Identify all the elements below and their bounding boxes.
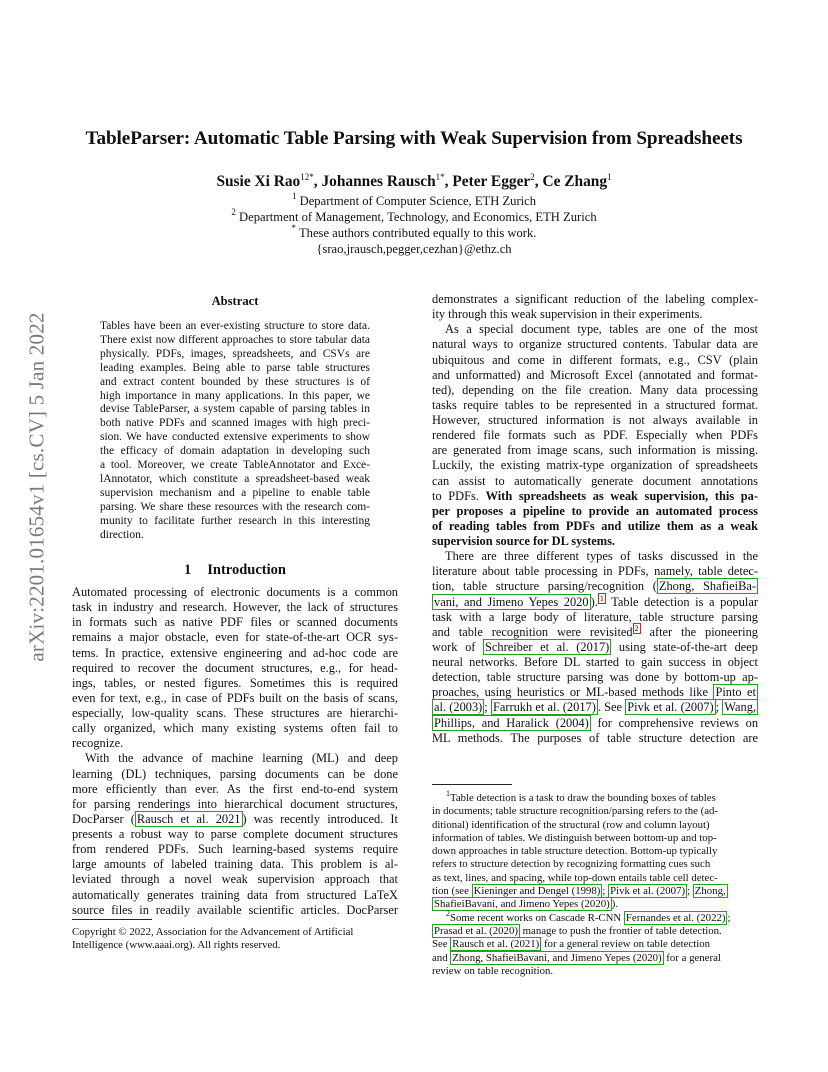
copyright-line: Intelligence (www.aaai.org). All rights reserved.: [72, 939, 281, 952]
paper-title: TableParser: Automatic Table Parsing with Weak Supervision from Spreadsheets: [85, 128, 743, 149]
footnote-line: [432, 925, 758, 938]
citation-link[interactable]: Wang,: [724, 700, 756, 715]
citation-link[interactable]: Rausch et al. (2021): [452, 938, 540, 951]
text-line: presents a robust way to parse complete document structures: [72, 827, 398, 841]
text-line: task with a large body of literature, table structure parsing: [432, 609, 758, 624]
text-line: However, structured information is not always available in: [432, 413, 758, 427]
author-affiliation-marker: 1: [607, 172, 612, 182]
author-name: Susie Xi Rao: [216, 173, 301, 190]
citation-link[interactable]: Pivk et al. (2007): [610, 885, 686, 898]
text-line: learning (DL) techniques, parsing documents can be done: [72, 766, 398, 781]
text-line: [432, 640, 758, 655]
text-span: and table recognition were revisited: [432, 624, 633, 639]
text-line: leviated through a novel weak supervision approach that: [72, 872, 398, 887]
footnote-rule: [432, 784, 512, 785]
citation-link[interactable]: Farrukh et al. (2017): [492, 700, 596, 715]
abstract-line: supervision mechanism and a pipeline to enable table: [100, 486, 370, 499]
text-line: more efficiently than ever. As the first end-to-end system: [72, 781, 398, 796]
arxiv-identifier: [15, 294, 59, 680]
footnote-line: down approaches in table structure detection. Bottom-up typically: [432, 845, 718, 858]
abstract-line: physically. PDFs, images, spreadsheets, and CSVs are: [100, 347, 370, 360]
text-span: manage to push the frontier of table detection.: [519, 924, 722, 937]
text-line: from rendered PDFs. Such learning-based systems require: [72, 842, 398, 857]
affiliation-text: Department of Management, Technology, and Economics, ETH Zurich: [239, 210, 597, 224]
text-span: for a general: [663, 951, 721, 964]
text-line: natural ways to organize structured contents. Tabular data are: [432, 337, 758, 352]
footnote-link[interactable]: 1: [599, 593, 604, 603]
text-line: ubiquitous and come in different formats, e.g., CSV (plain: [432, 352, 758, 367]
text-line: cally organized, which many existing systems often fail to: [72, 721, 398, 736]
author-name: Johannes Rausch: [321, 173, 436, 190]
text-span: . See: [597, 700, 626, 715]
author-affiliation-marker: 1*: [435, 172, 445, 182]
citation-link[interactable]: Zhong, ShafieiBavani, and Jimeno Yepes (2020): [452, 951, 662, 964]
footnote-line: [432, 885, 758, 898]
text-line: and unformatted) and Microsoft Excel (annotated and format-: [432, 367, 758, 382]
abstract-heading: Abstract: [211, 294, 259, 308]
text-line: Automated processing of electronic documents is a common: [72, 585, 398, 599]
text-span: using state-of-the-art deep: [611, 639, 758, 654]
text-span: tion, table structure parsing/recognition (: [432, 579, 657, 594]
text-span: Table detection is a task to draw the bounding boxes of tables: [450, 792, 716, 804]
text-span: ) was recently introduced. It: [242, 811, 398, 826]
text-line: [432, 625, 758, 640]
text-span: to PDFs.: [432, 488, 486, 503]
citation-link[interactable]: Schreiber et al. (2017): [485, 639, 610, 654]
text-line: ings, tables, or nested figures. Sometimes this is required: [72, 675, 398, 690]
footnote-line: refers to structure detection by recognizing formatting cues such: [432, 858, 711, 871]
abstract-line: munity to facilitate further research in this interesting: [100, 514, 370, 527]
text-span: after the pioneering: [640, 624, 758, 639]
author-name: Peter Egger: [452, 173, 531, 190]
text-line: [432, 700, 758, 715]
section-heading-introduction: [72, 562, 398, 579]
text-line: supervision source for DL systems.: [432, 534, 615, 548]
text-line: There are three different types of tasks discussed in the: [445, 549, 758, 564]
footnote-line: [432, 789, 758, 805]
text-line: [432, 579, 758, 594]
text-span: See: [432, 938, 451, 951]
text-span: and: [432, 951, 451, 964]
text-span: Some recent works on Cascade R-CNN: [450, 911, 624, 924]
text-span: proaches, using heuristics or ML-based methods like: [432, 685, 714, 700]
text-line: With the advance of machine learning (ML) and deep: [85, 751, 398, 766]
abstract-line: lAnnotator, which constitute a spreadsheet-based weak: [100, 472, 370, 485]
footnote-marker: 1: [446, 789, 450, 798]
abstract-line: sion. We have conducted extensive experiments to show: [100, 431, 370, 444]
footnote-line: as text, lines, and spacing, while top-down entails table cell detec-: [432, 871, 718, 884]
text-span: ).: [611, 898, 619, 911]
text-line: detection, table structure parsing was done by bottom-up ap-: [432, 670, 758, 685]
text-line: large amounts of labeled training data. This problem is al-: [72, 857, 398, 872]
text-line: ted), depending on the file creation. Many data processing: [432, 382, 758, 397]
citation-link[interactable]: ShafieiBavani, and Jimeno Yepes (2020): [434, 898, 610, 911]
text-line: Luckily, the existing matrix-type organization of spreadsheets: [432, 458, 758, 473]
text-line: ML methods. The purposes of table structure detection are: [432, 730, 758, 745]
text-line: for parsing renderings into hierarchical document structures,: [72, 796, 398, 811]
abstract-line: and extract content bounded by these structures is of: [100, 375, 370, 388]
text-line: even for text, e.g., in case of PDFs built on the basis of scans,: [72, 690, 398, 705]
affiliation-2: [0, 209, 828, 225]
bold-text: With spreadsheets as weak supervision, this pa-: [485, 488, 759, 503]
text-span: for a general review on table detection: [541, 938, 711, 951]
text-line: in formats such as native PDF files or scanned documents: [72, 615, 398, 630]
abstract-line: leading examples. Being able to parse table structures: [100, 361, 370, 374]
arxiv-identifier-text: arXiv:2201.01654v1 [cs.CV] 5 Jan 2022: [24, 312, 49, 662]
footnote-line: [432, 952, 758, 965]
equal-contribution-note: [0, 225, 828, 241]
citation-link[interactable]: Zhong, ShafieiBa-: [658, 579, 756, 594]
abstract-line: the efficacy of domain adaptation in developing such: [100, 445, 370, 458]
text-line: task in industry and research. However, the lack of structures: [72, 600, 398, 615]
text-line: are generated from image scans, such information is missing.: [432, 443, 758, 458]
section-number: 1: [184, 562, 192, 578]
text-line: remains a major obstacle, even for state-of-the-art OCR sys-: [72, 630, 398, 645]
text-line: can assist to automatically generate document annotations: [432, 473, 758, 488]
citation-link[interactable]: al. (2003): [434, 700, 483, 715]
footnote-line: [432, 908, 758, 925]
footnote-line: [432, 938, 758, 951]
abstract-line: both native PDFs and scanned images with high preci-: [100, 417, 370, 430]
text-line: As a special document type, tables are one of the most: [445, 322, 758, 337]
intro-left-column: [72, 585, 398, 918]
abstract-line: There exist now different approaches to store tabular data: [100, 333, 370, 346]
text-line: tems. In practice, extensive engineering and ad-hoc code are: [72, 645, 398, 660]
footnote-line: review on table recognition.: [432, 964, 554, 977]
footnote-line: [432, 898, 758, 911]
text-line: required to recover the document structures, e.g., for head-: [72, 660, 398, 675]
citation-link[interactable]: Pinto et: [715, 685, 756, 700]
text-line: of reading tables from PDFs and utilize them as a weak: [432, 518, 758, 533]
footnotes: [432, 789, 758, 978]
citation-link[interactable]: Zhong,: [694, 885, 726, 898]
author-emails: {srao,jrausch,pegger,cezhan}@ethz.ch: [316, 242, 512, 256]
footnote-rule: [72, 919, 152, 920]
note-marker: *: [291, 223, 297, 233]
text-line: rendered file formats such as PDF. Especially when PDFs: [432, 428, 758, 443]
affiliation-1: [0, 193, 828, 209]
intro-right-column: [432, 292, 758, 746]
abstract-line: Tables have been an ever-existing structure to store data.: [100, 320, 370, 332]
text-line: literature about table processing in PDFs, namely, table detec-: [432, 564, 758, 579]
citation-link[interactable]: Fernandes et al. (2022): [625, 911, 726, 924]
author-name: Ce Zhang: [542, 173, 608, 190]
abstract-body: [100, 320, 370, 543]
text-line: tasks require tables to be represented in a structured format.: [432, 397, 758, 412]
copyright-line: Copyright © 2022, Association for the Advancement of Artificial: [72, 926, 354, 938]
author-list: Susie Xi Rao$^{12*}$, Johannes Rausch$^{1*}$, Peter Egger$^2$, Ce Zhang$^1$: [216, 172, 612, 190]
text-line: recognize.: [72, 736, 124, 751]
text-span: tion (see: [432, 885, 472, 898]
citation-link[interactable]: Kieninger and Dengel (1998): [473, 885, 601, 898]
abstract-line: a tool. Moreover, we create TableAnnotator and Exce-: [100, 459, 370, 472]
footnote-line: ditional) identification of the structural (row and column layout): [432, 818, 710, 831]
section-title: Introduction: [207, 562, 286, 578]
footnote-line: information of tables. We distinguish between bottom-up and top-: [432, 831, 717, 844]
text-line: [432, 716, 758, 731]
text-span: for comprehensive reviews on: [590, 715, 759, 730]
text-span: ).: [590, 594, 598, 609]
text-span: Table detection is a popular: [605, 594, 758, 609]
abstract-line: high importance in many applications. In this paper, we: [100, 389, 370, 402]
text-span: ;: [687, 885, 693, 898]
text-span: ;: [715, 700, 723, 715]
text-line: demonstrates a significant reduction of the labeling complex-: [432, 292, 758, 306]
abstract-line: parsing. We share these resources with the research com-: [100, 500, 370, 513]
text-line: [432, 595, 758, 610]
text-line: neural networks. Before DL started to gain success in object: [432, 655, 758, 669]
footnote-link[interactable]: 2: [634, 623, 639, 633]
text-span: ;: [484, 700, 491, 715]
footnote-marker: 2: [446, 908, 450, 918]
text-line: per proposes a pipeline to provide an automated process: [432, 503, 758, 518]
text-line: [432, 489, 758, 504]
citation-link[interactable]: vani, and Jimeno Yepes 2020: [434, 594, 589, 609]
citation-link[interactable]: Pivk et al. (2007): [627, 700, 714, 715]
citation-link[interactable]: Phillips, and Haralick (2004): [434, 715, 589, 730]
text-line: source files in readily available scientific articles. DocParser: [72, 902, 398, 917]
citation-link[interactable]: Rausch et al. 2021: [136, 811, 241, 826]
text-span: ;: [602, 885, 609, 898]
text-line: [72, 812, 398, 827]
footnote-line: in documents; table structure recognition/parsing refers to the (ad-: [432, 805, 719, 818]
citation-link[interactable]: Prasad et al. (2020): [434, 924, 518, 937]
text-line: [432, 685, 758, 700]
affiliation-marker: 2: [231, 207, 236, 217]
text-line: ity through this weak supervision in their experiments.: [432, 307, 703, 322]
note-text: These authors contributed equally to this work.: [298, 226, 537, 240]
author-affiliation-marker: 12*: [300, 172, 314, 182]
abstract-line: direction.: [100, 528, 144, 541]
affiliation-marker: 1: [291, 191, 297, 201]
copyright-notice: [72, 926, 398, 953]
text-span: work of: [432, 639, 483, 654]
affiliation-text: Department of Computer Science, ETH Zurich: [299, 194, 537, 208]
text-line: especially, low-quality scans. These structures are hierarchi-: [72, 706, 398, 720]
text-line: automatically generates training data from structured LaTeX: [72, 887, 398, 902]
author-affiliation-marker: 2: [530, 172, 535, 182]
text-span: ;: [727, 911, 731, 924]
text-span: DocParser (: [72, 811, 135, 826]
abstract-line: devise TableParser, a system capable of parsing tables in: [100, 403, 370, 416]
